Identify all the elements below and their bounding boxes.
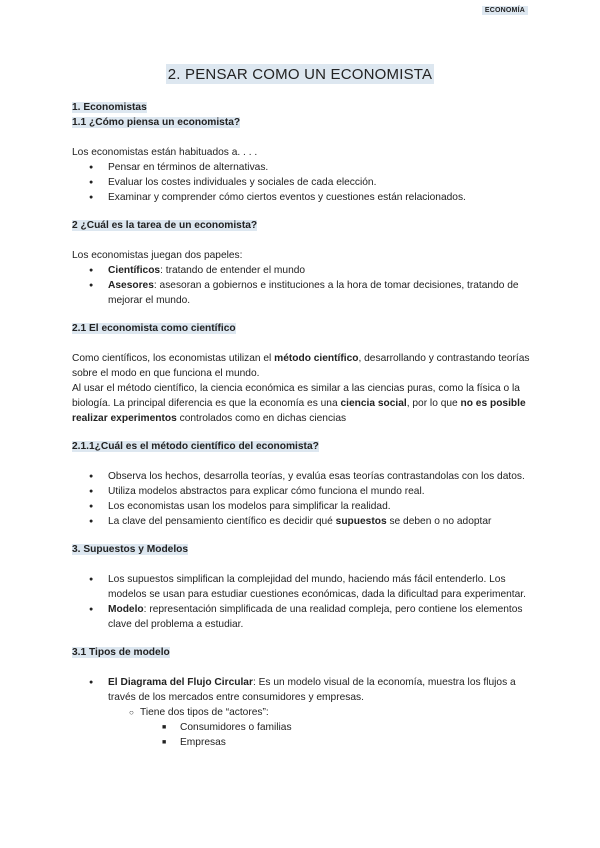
list-item: ● Científicos: tratando de entender el mundo [72,263,532,278]
header-tag: ECONOMÍA [482,6,528,15]
bullet-list [72,263,532,308]
bullet-list [72,160,532,205]
list-item: ● Modelo: representación simplificada de una realidad compleja, pero contiene los elementos clave del problema a estudiar. [72,602,532,632]
document-body [72,100,532,750]
list-item: ● El Diagrama del Flujo Circular: Es un modelo visual de la economía, muestra los flujos a través de los mercados entre consumidores y empresas. [72,675,532,705]
list-item: ● Asesores: asesoran a gobiernos e instituciones a la hora de tomar decisiones, tratando de mejorar el mundo. [72,278,532,308]
list-item: ● Examinar y comprender cómo ciertos eventos y cuestiones están relacionados. [72,190,532,205]
title-wrap [0,64,600,84]
bullet-list [72,469,532,529]
list-item: ● La clave del pensamiento científico es decidir qué supuestos se deben o no adoptar [72,514,532,529]
heading-2: 2 ¿Cuál es la tarea de un economista? [72,220,258,231]
list-item: ● Los economistas usan los modelos para simplificar la realidad. [72,499,532,514]
bullet-list [72,675,532,750]
list-item: ● Utiliza modelos abstractos para explicar cómo funciona el mundo real. [72,484,532,499]
paragraph: Los economistas están habituados a. . . . [72,147,258,158]
sub-sub-list-item: ■ Consumidores o familias [72,720,532,735]
list-item: ● Evaluar los costes individuales y sociales de cada elección. [72,175,532,190]
page-title: 2. PENSAR COMO UN ECONOMISTA [167,66,433,83]
heading-1: 1. Economistas [72,102,147,113]
list-item: ● Pensar en términos de alternativas. [72,160,532,175]
sub-sub-list-item: ■ Empresas [72,735,532,750]
bullet-list [72,572,532,632]
heading-2-1-1: 2.1.1¿Cuál es el método científico del economista? [72,441,319,452]
paragraph: Los economistas juegan dos papeles: [72,250,243,261]
heading-3: 3. Supuestos y Modelos [72,544,189,555]
list-item: ● Observa los hechos, desarrolla teorías, y evalúa esas teorías contrastandolas con los datos. [72,469,532,484]
heading-1-1: 1.1 ¿Cómo piensa un economista? [72,117,241,128]
heading-3-1: 3.1 Tipos de modelo [72,647,170,658]
paragraph: Como científicos, los economistas utilizan el método científico, desarrollando y contrastando teorías sobre el modo en que funciona el mundo. [72,353,530,379]
sub-list-item: ○ Tiene dos tipos de “actores”: [72,705,532,720]
heading-2-1: 2.1 El economista como científico [72,323,236,334]
paragraph: Al usar el método científico, la ciencia económica es similar a las ciencias puras, como la física o la biología. La principal diferencia es que la economía es una ciencia social, por lo que no es posible realizar experimentos controlados como en dichas ciencias [72,383,526,424]
list-item: ● Los supuestos simplifican la complejidad del mundo, haciendo más fácil entenderlo. Los modelos se usan para estudiar cuestiones económicas, dada la dificultad para experimentar. [72,572,532,602]
